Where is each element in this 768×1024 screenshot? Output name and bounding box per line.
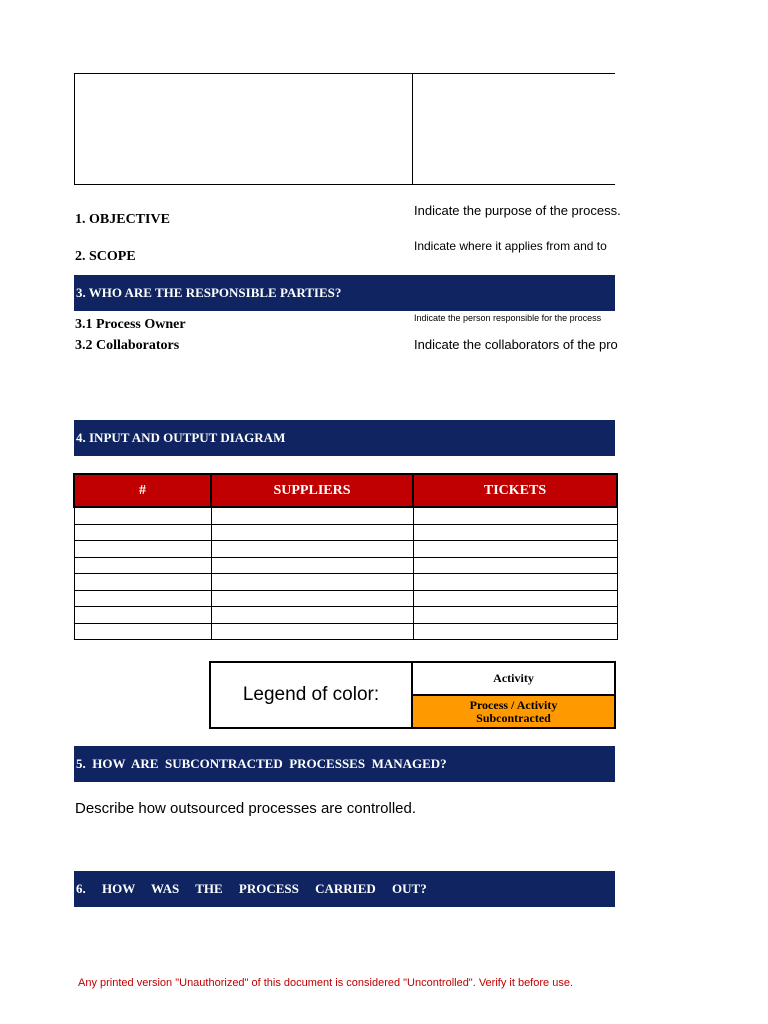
table-cell[interactable]	[413, 557, 617, 574]
table-cell[interactable]	[211, 590, 413, 607]
objective-label: 1. OBJECTIVE	[75, 212, 170, 227]
table-cell[interactable]	[413, 541, 617, 558]
header-divider	[412, 73, 413, 185]
uncontrolled-copy-notice: Any printed version "Unauthorized" of this document is considered "Uncontrolled". Verify it before use.	[78, 977, 573, 989]
table-row	[74, 590, 617, 607]
column-header-tickets: TICKETS	[413, 474, 617, 507]
table-cell[interactable]	[211, 541, 413, 558]
table-cell[interactable]	[74, 607, 211, 624]
scope-hint: Indicate where it applies from and to	[414, 239, 607, 253]
table-cell[interactable]	[413, 524, 617, 541]
scope-label: 2. SCOPE	[75, 249, 136, 264]
table-cell[interactable]	[413, 623, 617, 640]
objective-hint: Indicate the purpose of the process.	[414, 203, 621, 218]
table-cell[interactable]	[211, 507, 413, 524]
document-header-box	[74, 73, 615, 185]
table-row	[74, 607, 617, 624]
table-row	[74, 507, 617, 524]
table-cell[interactable]	[211, 524, 413, 541]
table-cell[interactable]	[74, 507, 211, 524]
table-cell[interactable]	[211, 607, 413, 624]
column-header-number: #	[74, 474, 211, 507]
table-cell[interactable]	[74, 590, 211, 607]
table-row	[74, 557, 617, 574]
section-6-header: 6. HOW WAS THE PROCESS CARRIED OUT?	[74, 871, 615, 907]
table-row	[74, 574, 617, 591]
legend-activity-swatch: Activity	[413, 663, 614, 696]
table-cell[interactable]	[74, 541, 211, 558]
input-output-table	[73, 473, 618, 640]
table-cell[interactable]	[211, 557, 413, 574]
table-row	[74, 524, 617, 541]
section-5-header: 5. HOW ARE SUBCONTRACTED PROCESSES MANAGED?	[74, 746, 615, 782]
table-cell[interactable]	[413, 507, 617, 524]
table-header-row	[74, 474, 617, 507]
collaborators-label: 3.2 Collaborators	[75, 338, 180, 353]
table-cell[interactable]	[74, 557, 211, 574]
table-cell[interactable]	[74, 524, 211, 541]
section-4-header: 4. INPUT AND OUTPUT DIAGRAM	[74, 420, 615, 456]
process-owner-hint: Indicate the person responsible for the process	[414, 313, 602, 323]
subcontracted-description: Describe how outsourced processes are controlled.	[75, 800, 417, 817]
legend-subcontracted-line2: Subcontracted	[476, 710, 551, 725]
process-owner-label: 3.1 Process Owner	[75, 317, 186, 332]
section-3-header: 3. WHO ARE THE RESPONSIBLE PARTIES?	[74, 275, 615, 311]
table-cell[interactable]	[74, 623, 211, 640]
table-row	[74, 623, 617, 640]
table-cell[interactable]	[211, 574, 413, 591]
legend-subcontracted-line1: Process / Activity	[469, 697, 558, 712]
table-cell[interactable]	[413, 574, 617, 591]
table-cell[interactable]	[74, 574, 211, 591]
table-row	[74, 541, 617, 558]
table-cell[interactable]	[413, 590, 617, 607]
table-cell[interactable]	[413, 607, 617, 624]
table-cell[interactable]	[211, 623, 413, 640]
legend-title: Legend of color:	[242, 684, 380, 705]
collaborators-hint: Indicate the collaborators of the pro	[414, 337, 618, 352]
legend-subcontracted-swatch	[413, 696, 614, 727]
column-header-suppliers: SUPPLIERS	[211, 474, 413, 507]
